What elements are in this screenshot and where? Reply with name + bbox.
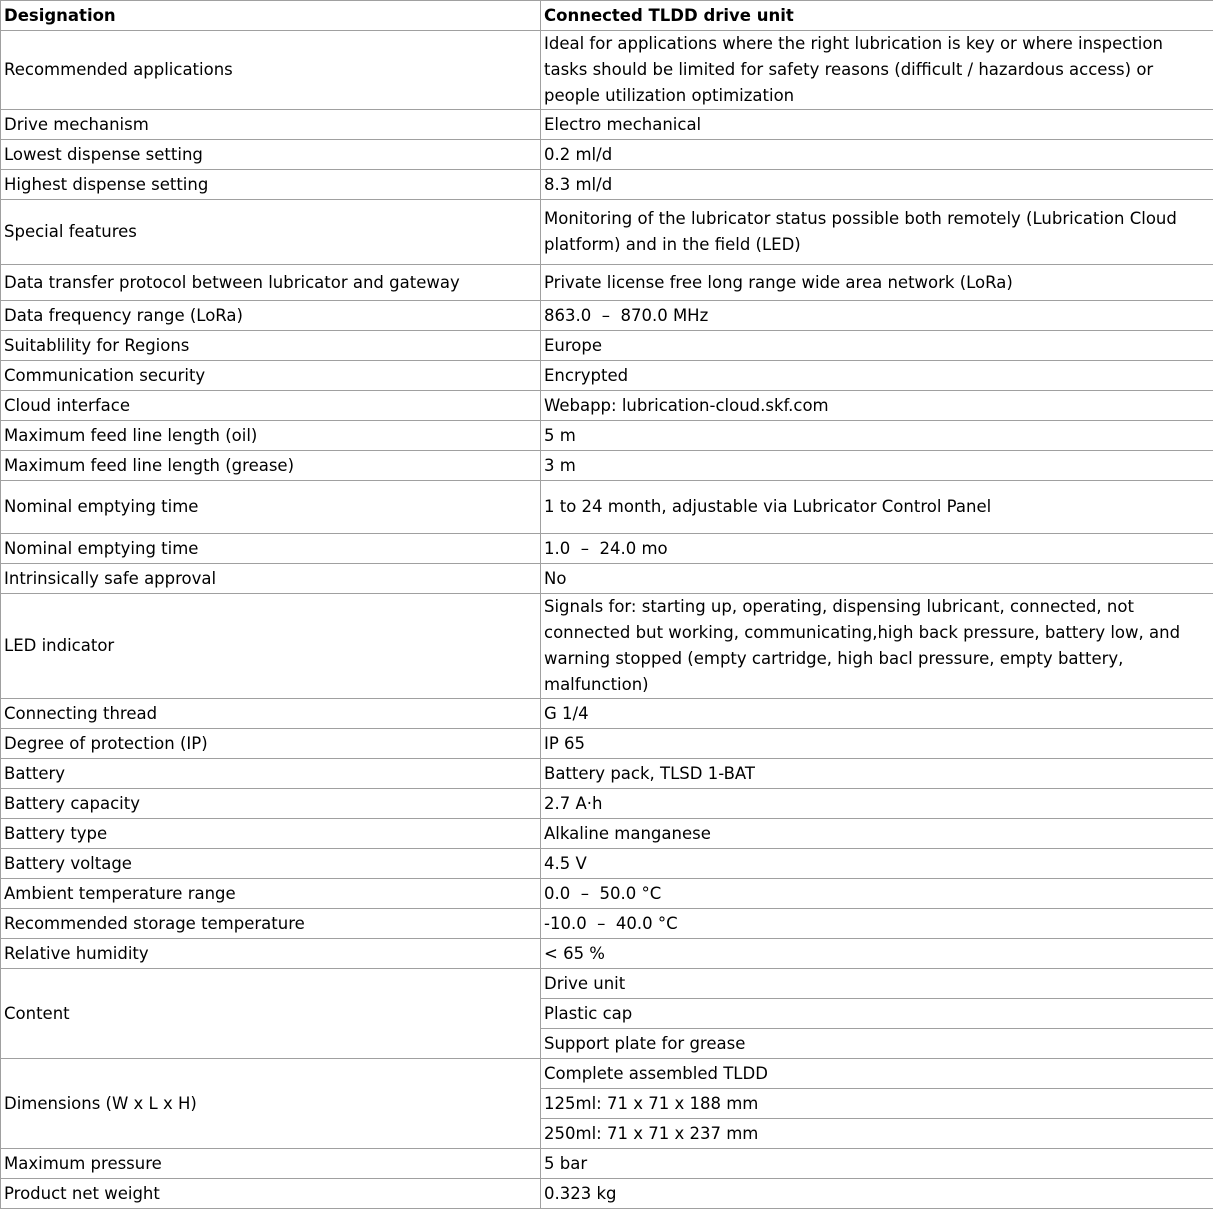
row-label: Maximum feed line length (grease) xyxy=(1,451,541,481)
row-label: Nominal emptying time xyxy=(1,481,541,534)
table-row xyxy=(1,909,1213,939)
table-row xyxy=(1,140,1213,170)
table-row xyxy=(1,564,1213,594)
row-label: Communication security xyxy=(1,361,541,391)
row-value: Battery pack, TLSD 1-BAT xyxy=(541,759,1213,789)
table-row xyxy=(1,301,1213,331)
row-value: Drive unit xyxy=(541,969,1213,999)
row-value: Complete assembled TLDD xyxy=(541,1059,1213,1089)
table-row xyxy=(1,699,1213,729)
row-value: Support plate for grease xyxy=(541,1029,1213,1059)
table-row xyxy=(1,331,1213,361)
row-label: Connecting thread xyxy=(1,699,541,729)
row-value: 5 m xyxy=(541,421,1213,451)
row-value: 863.0 – 870.0 MHz xyxy=(541,301,1213,331)
row-value: 250ml: 71 x 71 x 237 mm xyxy=(541,1119,1213,1149)
table-row xyxy=(1,729,1213,759)
row-value: 5 bar xyxy=(541,1149,1213,1179)
row-value: 1.0 – 24.0 mo xyxy=(541,534,1213,564)
row-value: 1 to 24 month, adjustable via Lubricator Control Panel xyxy=(541,481,1213,534)
row-label: Special features xyxy=(1,200,541,265)
row-value: 2.7 A·h xyxy=(541,789,1213,819)
row-label: Degree of protection (IP) xyxy=(1,729,541,759)
table-row xyxy=(1,759,1213,789)
row-label: Lowest dispense setting xyxy=(1,140,541,170)
table-row xyxy=(1,265,1213,301)
row-label: Content xyxy=(1,969,541,1059)
row-label: LED indicator xyxy=(1,594,541,699)
table-row xyxy=(1,969,1213,999)
row-value: Private license free long range wide area network (LoRa) xyxy=(541,265,1213,301)
row-value: 0.0 – 50.0 °C xyxy=(541,879,1213,909)
row-value: Encrypted xyxy=(541,361,1213,391)
table-row xyxy=(1,879,1213,909)
row-label: Ambient temperature range xyxy=(1,879,541,909)
row-value: G 1/4 xyxy=(541,699,1213,729)
table-row xyxy=(1,789,1213,819)
row-label: Battery xyxy=(1,759,541,789)
row-label: Drive mechanism xyxy=(1,110,541,140)
table-row xyxy=(1,361,1213,391)
row-value: 3 m xyxy=(541,451,1213,481)
row-label: Dimensions (W x L x H) xyxy=(1,1059,541,1149)
row-value: 125ml: 71 x 71 x 188 mm xyxy=(541,1089,1213,1119)
row-label: Relative humidity xyxy=(1,939,541,969)
table-row xyxy=(1,200,1213,265)
row-label: Intrinsically safe approval xyxy=(1,564,541,594)
row-value: 0.323 kg xyxy=(541,1179,1213,1209)
table-row xyxy=(1,1149,1213,1179)
row-value: IP 65 xyxy=(541,729,1213,759)
table-row xyxy=(1,481,1213,534)
table-row xyxy=(1,849,1213,879)
header-designation: Designation xyxy=(1,1,541,31)
row-value: Monitoring of the lubricator status possible both remotely (Lubrication Cloud platform) and in the field (LED) xyxy=(541,200,1213,265)
row-label: Battery type xyxy=(1,819,541,849)
row-value: 4.5 V xyxy=(541,849,1213,879)
table-row xyxy=(1,1179,1213,1209)
row-value: < 65 % xyxy=(541,939,1213,969)
row-value: Alkaline manganese xyxy=(541,819,1213,849)
row-value: Signals for: starting up, operating, dispensing lubricant, connected, not connected but working, communicating,high back pressure, battery low, and warning stopped (empty cartridge, high bacl pressure, empty battery, malfunction) xyxy=(541,594,1213,699)
row-label: Highest dispense setting xyxy=(1,170,541,200)
table-row xyxy=(1,819,1213,849)
row-value: Plastic cap xyxy=(541,999,1213,1029)
row-label: Recommended storage temperature xyxy=(1,909,541,939)
row-label: Suitablility for Regions xyxy=(1,331,541,361)
row-label: Product net weight xyxy=(1,1179,541,1209)
row-label: Nominal emptying time xyxy=(1,534,541,564)
table-row xyxy=(1,170,1213,200)
table-row xyxy=(1,421,1213,451)
row-value: Webapp: lubrication-cloud.skf.com xyxy=(541,391,1213,421)
row-value: Europe xyxy=(541,331,1213,361)
table-row xyxy=(1,534,1213,564)
row-label: Maximum pressure xyxy=(1,1149,541,1179)
table-row xyxy=(1,939,1213,969)
row-label: Battery capacity xyxy=(1,789,541,819)
row-value: Ideal for applications where the right lubrication is key or where inspection tasks should be limited for safety reasons (difficult / hazardous access) or people utilization optimization xyxy=(541,31,1213,110)
table-row xyxy=(1,1059,1213,1089)
table-row xyxy=(1,391,1213,421)
row-label: Cloud interface xyxy=(1,391,541,421)
row-label: Data frequency range (LoRa) xyxy=(1,301,541,331)
header-product: Connected TLDD drive unit xyxy=(541,1,1213,31)
table-row xyxy=(1,451,1213,481)
table-row xyxy=(1,110,1213,140)
row-label: Data transfer protocol between lubricator and gateway xyxy=(1,265,541,301)
row-value: Electro mechanical xyxy=(541,110,1213,140)
row-value: 0.2 ml/d xyxy=(541,140,1213,170)
row-label: Battery voltage xyxy=(1,849,541,879)
header-row xyxy=(1,1,1213,31)
row-value: 8.3 ml/d xyxy=(541,170,1213,200)
row-value: No xyxy=(541,564,1213,594)
table-row xyxy=(1,594,1213,699)
row-label: Recommended applications xyxy=(1,31,541,110)
row-value: -10.0 – 40.0 °C xyxy=(541,909,1213,939)
row-label: Maximum feed line length (oil) xyxy=(1,421,541,451)
table-row xyxy=(1,31,1213,110)
